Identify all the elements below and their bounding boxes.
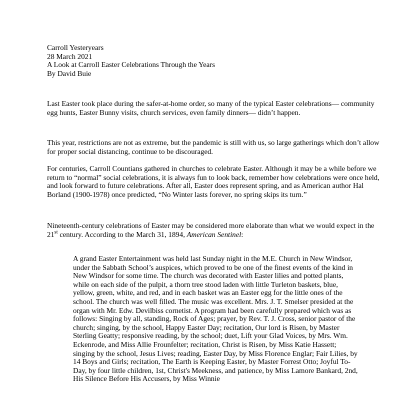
article-header: [47, 44, 377, 78]
newspaper-title: American Sentinel: [186, 229, 242, 239]
paragraph-history: For centuries, Carroll Countians gathered in churches to celebrate Easter. Although it may be a while before we return to “normal” social celebrations, it is always fun to look back, remember how celebrations were once held, and look forward to future celebrations. After all, Easter does represent spring, and as American author Hal Borland (1900-1978) once predicted, “No Winter lasts forever, no spring skips its turn.”: [47, 164, 380, 199]
paragraph-intro: Last Easter took place during the safer-at-home order, so many of the typical Easter celebrations— community egg hunts, Easter Bunny visits, church services, even family dinners— didn’t happen.: [47, 99, 375, 117]
article-title: A Look at Carroll Easter Celebrations Through the Years: [47, 60, 215, 70]
paragraph-restrictions: This year, restrictions are not as extreme, but the pandemic is still with us, so large gatherings which don’t allow for proper social distancing, continue to be discouraged.: [47, 138, 380, 156]
p4-ordinal-suffix: st: [54, 230, 58, 236]
p4-text-start: Nineteenth-century celebrations of Easter may be considered more elaborate than what we would expect in the 21: [47, 221, 375, 239]
paragraph-nineteenth-century: [47, 222, 382, 239]
column-name: Carroll Yesteryears: [47, 43, 104, 52]
article-byline: By David Buie: [47, 68, 92, 78]
article-date: 28 March 2021: [47, 51, 93, 61]
p4-text-middle: century. According to the March 31, 1894,: [57, 229, 187, 239]
newspaper-quote: A grand Easter Entertainment was held last Sunday night in the M.E. Church in New Windsor, under the Sabbath School’s auspices, which proved to be one of the finest events of the kind in New Windsor for some time. The church was decorated with Easter lilies and potted plants, while on each side of the pulpit, a thorn tree stood laden with little Turleton baskets, blue, yellow, green, white, and red, and in each basket was an Easter egg for the little ones of the school. The church was well filled. The music was excellent. Mrs. J. T. Smelser presided at the organ with Mr. Edw. Devilbiss cornetist. A program had been carefully prepared which was as follows: Singing by all, standing, Rock of Ages; prayer, by Rev. T. J. Cross, senior pastor of the church; singing, by the school, Happy Easter Day; recitation, Our lord is Risen, by Master Sterling Geatty; responsive reading, by the school; duet, Lift your Glad Voices, by Mrs. Wm. Eckenrode, and Miss Allie Frounfelter; recitation, Christ is Risen, by Miss Katie Hassett; singing by the school, Jesus Lives; reading, Easter Day, by Miss Florence Englar; Fair Lilies, by 14 Boys and Girls; recitation, The Earth is Keeping Easter, by Master Forrest Otto; Joyful To-Day, by four little children, 1st, Christ's Meekness, and patience, by Miss Lamore Bankard, 2nd, His Silence Before His Accusers, by Miss Winnie: [73, 254, 358, 384]
p4-text-end: :: [241, 229, 244, 239]
